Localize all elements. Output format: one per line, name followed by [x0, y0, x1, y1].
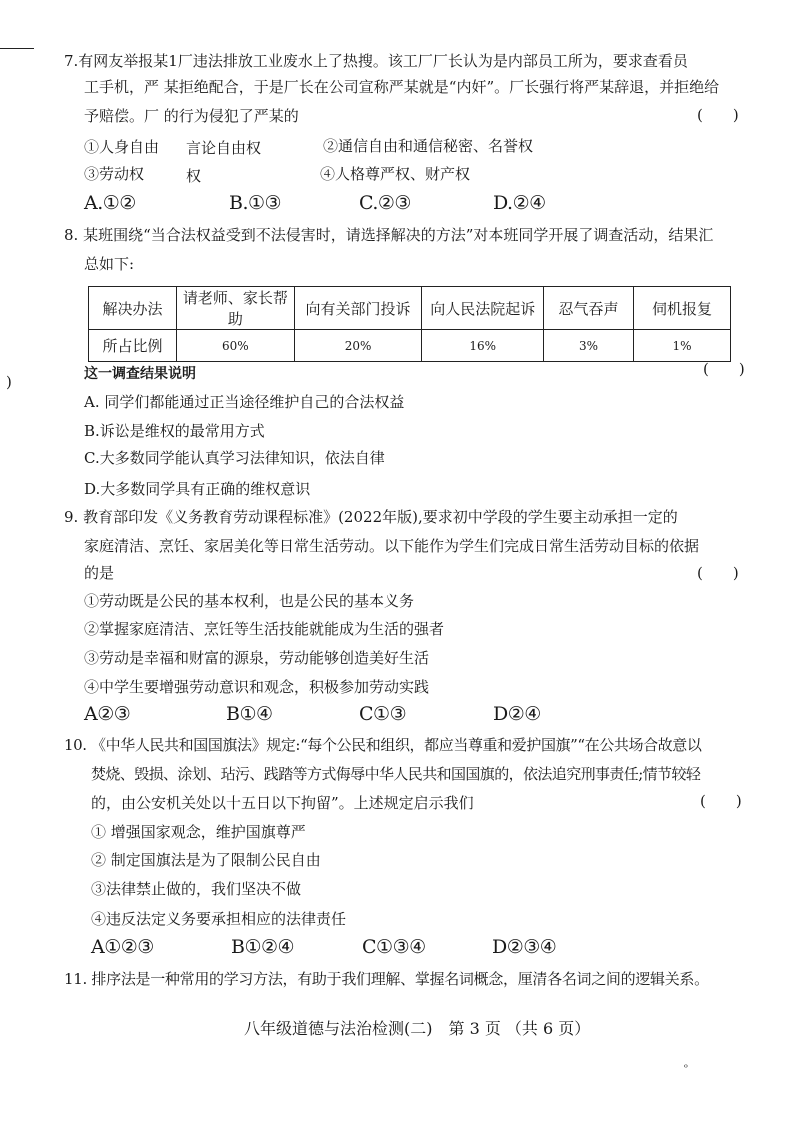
table-cell: 16% — [422, 330, 544, 362]
q10-option-c: C①③④ — [362, 936, 426, 958]
q10-option-d: D②③④ — [492, 936, 557, 958]
table-header-cell: 向有关部门投诉 — [294, 287, 422, 330]
q7-option-c: C.②③ — [359, 192, 411, 214]
q9-statement-2: ②掌握家庭清洁、烹饪等生活技能就能成为生活的强者 — [84, 620, 445, 638]
q7-statement-2: ②通信自由和通信秘密、名誉权 — [323, 137, 534, 155]
q10-statement-2: ② 制定国旗法是为了限制公民自由 — [91, 851, 321, 869]
q10-line-1: 10. 《中华人民共和国国旗法》规定:“每个公民和组织，都应当尊重和爱护国旗”“在公共场合故意以 — [64, 736, 702, 754]
q7-line-1: 7.有网友举报某1厂违法排放工业废水上了热搜。该工厂厂长认为是内部员工所为，要求查看员 — [64, 52, 688, 70]
q8-option-a: A. 同学们都能通过正当途径维护自己的合法权益 — [84, 393, 405, 411]
q10-statement-3: ③法律禁止做的，我们坚决不做 — [91, 880, 302, 898]
q10-line-2: 焚烧、毁损、涂划、玷污、践踏等方式侮辱中华人民共和国国旗的，依法追究刑事责任;情节较轻 — [91, 765, 701, 783]
q9-statement-1: ①劳动既是公民的基本权利，也是公民的基本义务 — [84, 592, 415, 610]
table-header-cell: 请老师、家长帮助 — [176, 287, 294, 330]
table-header-cell: 伺机报复 — [634, 287, 731, 330]
q8-option-c: C.大多数同学能认真学习法律知识，依法自律 — [84, 449, 385, 467]
q7-line-2: 工手机，严 某拒绝配合，于是厂长在公司宣称严某就是“内奸”。厂长强行将严某辞退，并拒绝给 — [84, 78, 720, 96]
q10-statement-1: ① 增强国家观念，维护国旗尊严 — [91, 823, 306, 841]
q7-option-a: A.①② — [84, 192, 136, 214]
table-row — [89, 330, 731, 362]
margin-rule — [0, 48, 34, 49]
q7-statement-3b: 权 — [186, 167, 202, 185]
q7-option-b: B.①③ — [229, 192, 282, 214]
q10-statement-4: ④违反法定义务要承担相应的法律责任 — [91, 910, 347, 928]
q7-answer-paren: ( ) — [697, 106, 739, 124]
page-footer: 八年级道德与法治检测(二) 第 3 页 （共 6 页） — [244, 1019, 591, 1038]
table-cell: 3% — [544, 330, 634, 362]
q9-line-1: 9. 教育部印发《义务教育劳动课程标准》(2022年版),要求初中学段的学生要主动承担一定的 — [64, 508, 678, 526]
q7-statement-1: ①人身自由 — [84, 138, 160, 156]
q9-option-a: A②③ — [84, 703, 131, 725]
q10-option-b: B①②④ — [231, 936, 295, 958]
table-cell: 1% — [634, 330, 731, 362]
table-cell: 所占比例 — [89, 330, 177, 362]
q11-line-1: 11. 排序法是一种常用的学习方法，有助于我们理解、掌握名词概念，厘清各名词之间的逻辑关系。 — [64, 970, 709, 988]
q8-line-2: 总如下: — [84, 255, 135, 273]
q8-line-1: 8. 某班围绕“当合法权益受到不法侵害时，请选择解决的方法”对本班同学开展了调查活动，结果汇 — [64, 226, 714, 244]
q8-option-d: D.大多数同学具有正确的维权意识 — [84, 480, 311, 498]
table-header-cell: 忍气吞声 — [544, 287, 634, 330]
q9-option-b: B①④ — [226, 703, 273, 725]
q8-answer-paren: ( ) — [703, 360, 745, 378]
q10-line-3: 的，由公安机关处以十五日以下拘留”。上述规定启示我们 — [91, 794, 474, 812]
q7-statement-1b: 言论自由权 — [186, 139, 262, 157]
q10-answer-paren: ( ) — [700, 792, 742, 810]
q8-option-b: B.诉讼是维权的最常用方式 — [84, 422, 265, 440]
q7-option-d: D.②④ — [493, 192, 546, 214]
q9-statement-3: ③劳动是幸福和财富的源泉，劳动能够创造美好生活 — [84, 649, 430, 667]
table-header-cell: 向人民法院起诉 — [422, 287, 544, 330]
q10-option-a: A①②③ — [91, 936, 154, 958]
q9-line-2: 家庭清洁、烹饪、家居美化等日常生活劳动。以下能作为学生们完成日常生活劳动目标的依据 — [84, 537, 700, 555]
margin-mark: ) — [6, 373, 12, 391]
table-header-cell: 解决办法 — [89, 287, 177, 330]
q9-answer-paren: ( ) — [697, 564, 739, 582]
q9-line-3: 的是 — [84, 564, 115, 582]
table-header-row — [89, 287, 731, 330]
table-cell: 60% — [176, 330, 294, 362]
q7-line-3: 予赔偿。厂 的行为侵犯了严某的 — [84, 107, 299, 125]
q8-stem: 这一调查结果说明 — [84, 366, 196, 382]
footer-mark: ᵒ — [684, 1063, 688, 1074]
q9-option-d: D②④ — [493, 703, 541, 725]
q7-statement-4: ④人格尊严权、财产权 — [320, 165, 471, 183]
q9-statement-4: ④中学生要增强劳动意识和观念，积极参加劳动实践 — [84, 678, 430, 696]
table-cell: 20% — [294, 330, 422, 362]
q9-option-c: C①③ — [359, 703, 407, 725]
survey-table — [88, 286, 731, 362]
q7-statement-3: ③劳动权 — [84, 165, 145, 183]
